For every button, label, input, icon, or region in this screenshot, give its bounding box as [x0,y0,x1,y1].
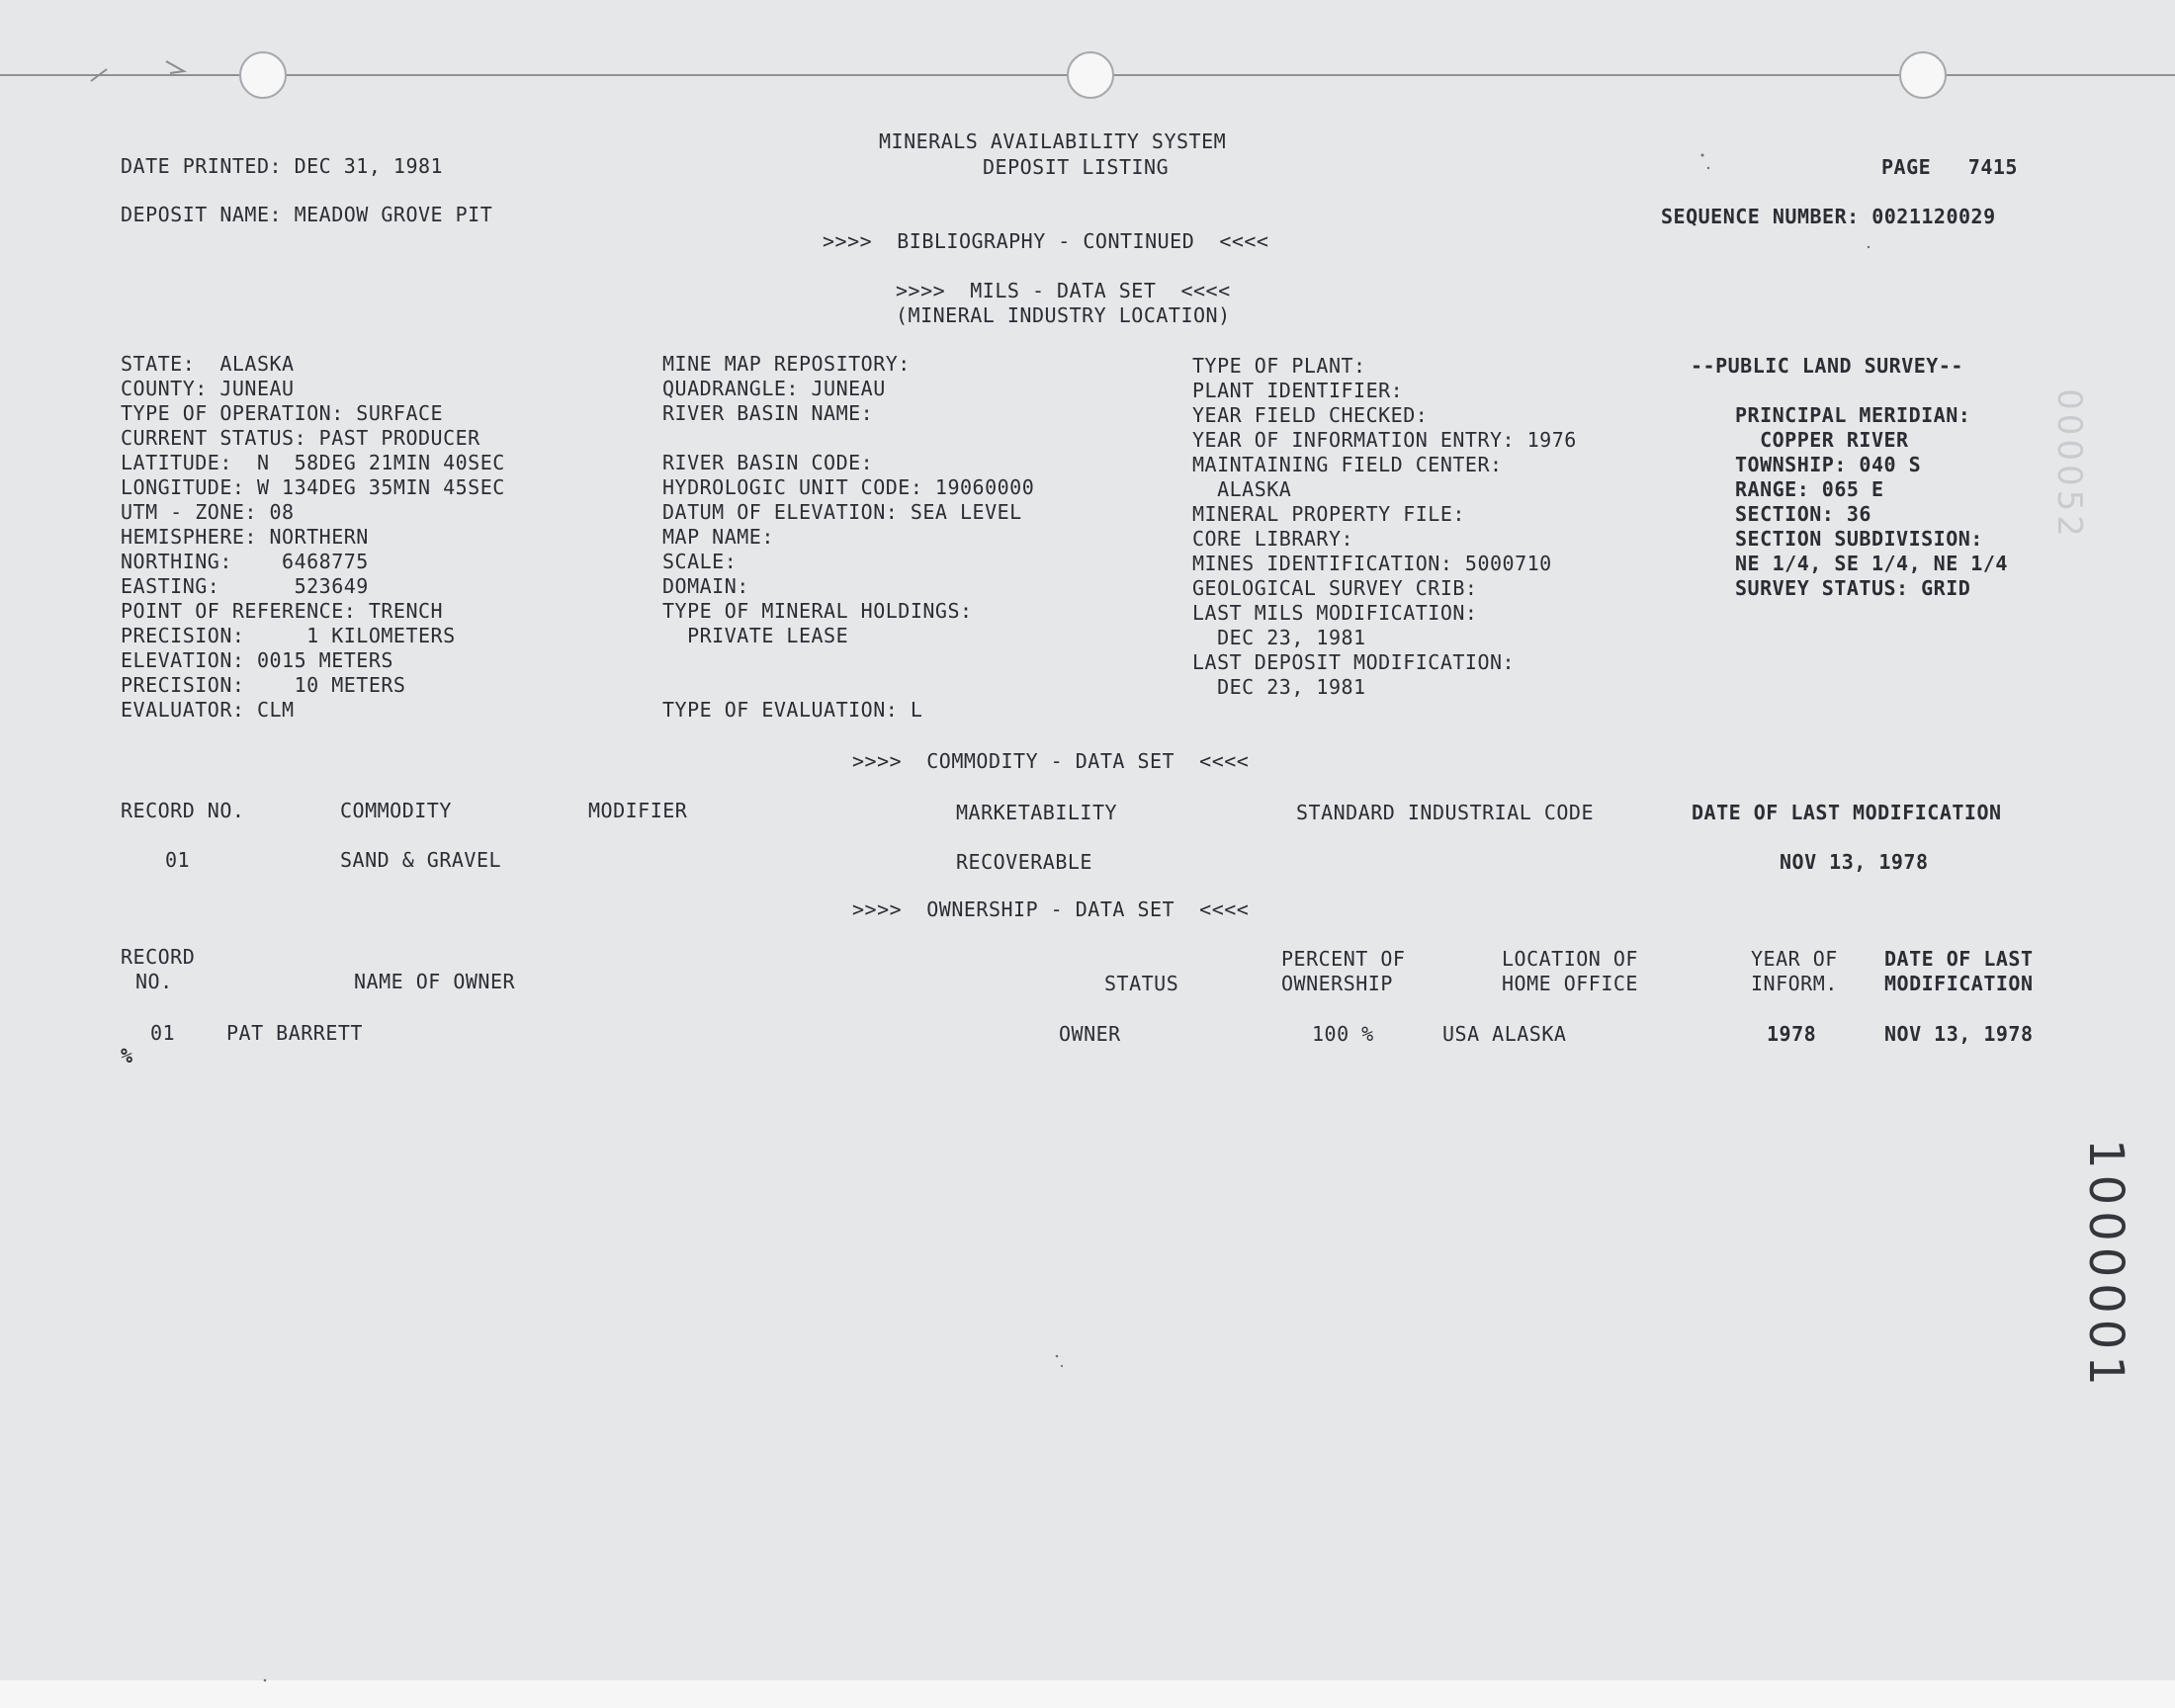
listing-title: DEPOSIT LISTING [983,155,1170,179]
mils-field: CORE LIBRARY: [1192,527,1354,551]
mils-field: PLANT IDENTIFIER: [1192,379,1404,402]
ownership-header-status: STATUS [1104,972,1179,995]
mils-field: MAINTAINING FIELD CENTER: [1192,453,1503,476]
mils-field: DATUM OF ELEVATION: SEA LEVEL [662,500,1022,524]
mils-field: MAP NAME: [662,525,774,549]
mils-map-column [662,352,1034,723]
ownership-header-record: RECORD [121,945,196,969]
mils-field: YEAR FIELD CHECKED: [1192,403,1429,427]
page-number: PAGE 7415 [1881,155,2018,179]
mils-field: CURRENT STATUS: PAST PRODUCER [121,426,480,450]
mils-field: NORTHING: 6468775 [121,550,369,573]
mils-field: TYPE OF EVALUATION: L [662,698,923,722]
mils-field: TYPE OF OPERATION: SURFACE [121,401,444,425]
mils-field: SECTION: 36 [1735,502,1871,526]
public-land-survey-column [1691,354,2008,601]
mils-field: GEOLOGICAL SURVEY CRIB: [1192,576,1478,600]
mils-field: SECTION SUBDIVISION: [1735,527,1983,551]
mils-field: DOMAIN: [662,574,749,598]
mils-field: PRINCIPAL MERIDIAN: [1735,403,1971,427]
ownership-header-date-1: DATE OF LAST [1884,947,2034,971]
faint-frame-stamp: 000052 [2049,388,2090,541]
sequence-number: SEQUENCE NUMBER: 0021120029 [1661,205,1996,228]
mils-field: EASTING: 523649 [121,574,369,598]
ownership-date-mod: NOV 13, 1978 [1884,1022,2034,1046]
commodity-header-sic: STANDARD INDUSTRIAL CODE [1296,801,1594,824]
mils-field: RIVER BASIN NAME: [662,401,874,425]
ownership-header-percent-2: OWNERSHIP [1281,972,1393,995]
mils-field: HEMISPHERE: NORTHERN [121,525,369,549]
commodity-header-record-no: RECORD NO. [121,799,245,822]
mils-field: TOWNSHIP: 040 S [1735,453,1922,476]
ownership-heading: >>>> OWNERSHIP - DATA SET <<<< [852,897,1250,921]
commodity-name: SAND & GRAVEL [340,848,502,872]
mils-field: SURVEY STATUS: GRID [1735,576,1971,600]
mils-field: DEC 23, 1981 [1192,675,1366,699]
mils-field: PRECISION: 10 METERS [121,673,406,697]
mils-field: SCALE: [662,550,738,573]
mils-field: RIVER BASIN CODE: [662,451,874,474]
mils-field: EVALUATOR: CLM [121,698,295,722]
ownership-location: USA ALASKA [1442,1022,1567,1046]
mils-field: --PUBLIC LAND SURVEY-- [1691,354,1963,378]
ownership-header-name: NAME OF OWNER [354,970,516,993]
mils-field: POINT OF REFERENCE: TRENCH [121,599,444,623]
ownership-header-date-2: MODIFICATION [1884,972,2034,995]
mils-field [662,426,1034,451]
mils-field: ALASKA [1192,477,1292,501]
ownership-header-year-2: INFORM. [1751,972,1838,995]
frame-number-stamp: 1000001 [2078,1139,2133,1392]
mils-field: TYPE OF PLANT: [1192,354,1366,378]
mils-field: STATE: ALASKA [121,352,295,376]
mils-field: ELEVATION: 0015 METERS [121,648,393,672]
commodity-date-mod: NOV 13, 1978 [1780,850,1929,874]
commodity-header-commodity: COMMODITY [340,799,452,822]
deposit-name: DEPOSIT NAME: MEADOW GROVE PIT [121,203,493,226]
system-title: MINERALS AVAILABILITY SYSTEM [879,129,1227,153]
mils-field: LATITUDE: N 58DEG 21MIN 40SEC [121,451,505,474]
ownership-header-no: NO. [135,970,173,993]
ownership-status: OWNER [1059,1022,1121,1046]
mils-field: PRIVATE LEASE [662,624,849,647]
ownership-record-no: 01 [150,1021,176,1045]
mils-field: NE 1/4, SE 1/4, NE 1/4 [1735,552,2008,575]
mils-field: YEAR OF INFORMATION ENTRY: 1976 [1192,428,1577,452]
mils-field: COUNTY: JUNEAU [121,377,295,400]
commodity-header-modifier: MODIFIER [588,799,688,822]
mils-field [1691,379,2008,403]
mils-field: RANGE: 065 E [1735,477,1884,501]
ownership-header-year-1: YEAR OF [1751,947,1838,971]
mils-location-column [121,352,505,723]
commodity-header-marketability: MARKETABILITY [956,801,1118,824]
mils-field: DEC 23, 1981 [1192,626,1366,649]
ownership-year: 1978 [1767,1022,1817,1046]
mils-field: LAST MILS MODIFICATION: [1192,601,1478,625]
ownership-header-location-2: HOME OFFICE [1502,972,1638,995]
mils-heading: >>>> MILS - DATA SET <<<< [896,279,1231,302]
bibliography-heading: >>>> BIBLIOGRAPHY - CONTINUED <<<< [823,229,1269,253]
mils-plant-column [1192,354,1577,700]
mils-field [662,648,1034,673]
mils-field: LONGITUDE: W 134DEG 35MIN 45SEC [121,475,505,499]
ownership-header-location-1: LOCATION OF [1502,947,1638,971]
mils-field: QUADRANGLE: JUNEAU [662,377,886,400]
mils-subheading: (MINERAL INDUSTRY LOCATION) [896,303,1231,327]
mils-field: HYDROLOGIC UNIT CODE: 19060000 [662,475,1035,499]
mils-field: MINERAL PROPERTY FILE: [1192,502,1465,526]
mils-field: LAST DEPOSIT MODIFICATION: [1192,650,1516,674]
ownership-percent: 100 % [1312,1022,1374,1046]
mils-field: COPPER RIVER [1735,428,1909,452]
mils-field: MINE MAP REPOSITORY: [662,352,911,376]
mils-field: TYPE OF MINERAL HOLDINGS: [662,599,973,623]
mils-field [662,673,1034,698]
mils-field: UTM - ZONE: 08 [121,500,295,524]
commodity-header-date-mod: DATE OF LAST MODIFICATION [1692,801,2002,824]
mils-field: PRECISION: 1 KILOMETERS [121,624,456,647]
commodity-marketability: RECOVERABLE [956,850,1092,874]
date-printed: DATE PRINTED: DEC 31, 1981 [121,154,444,178]
end-of-record-mark: % [121,1044,133,1068]
ownership-owner-name: PAT BARRETT [226,1021,363,1045]
commodity-heading: >>>> COMMODITY - DATA SET <<<< [852,749,1250,773]
mils-field: MINES IDENTIFICATION: 5000710 [1192,552,1552,575]
ownership-header-percent-1: PERCENT OF [1281,947,1406,971]
commodity-record-no: 01 [165,848,191,872]
